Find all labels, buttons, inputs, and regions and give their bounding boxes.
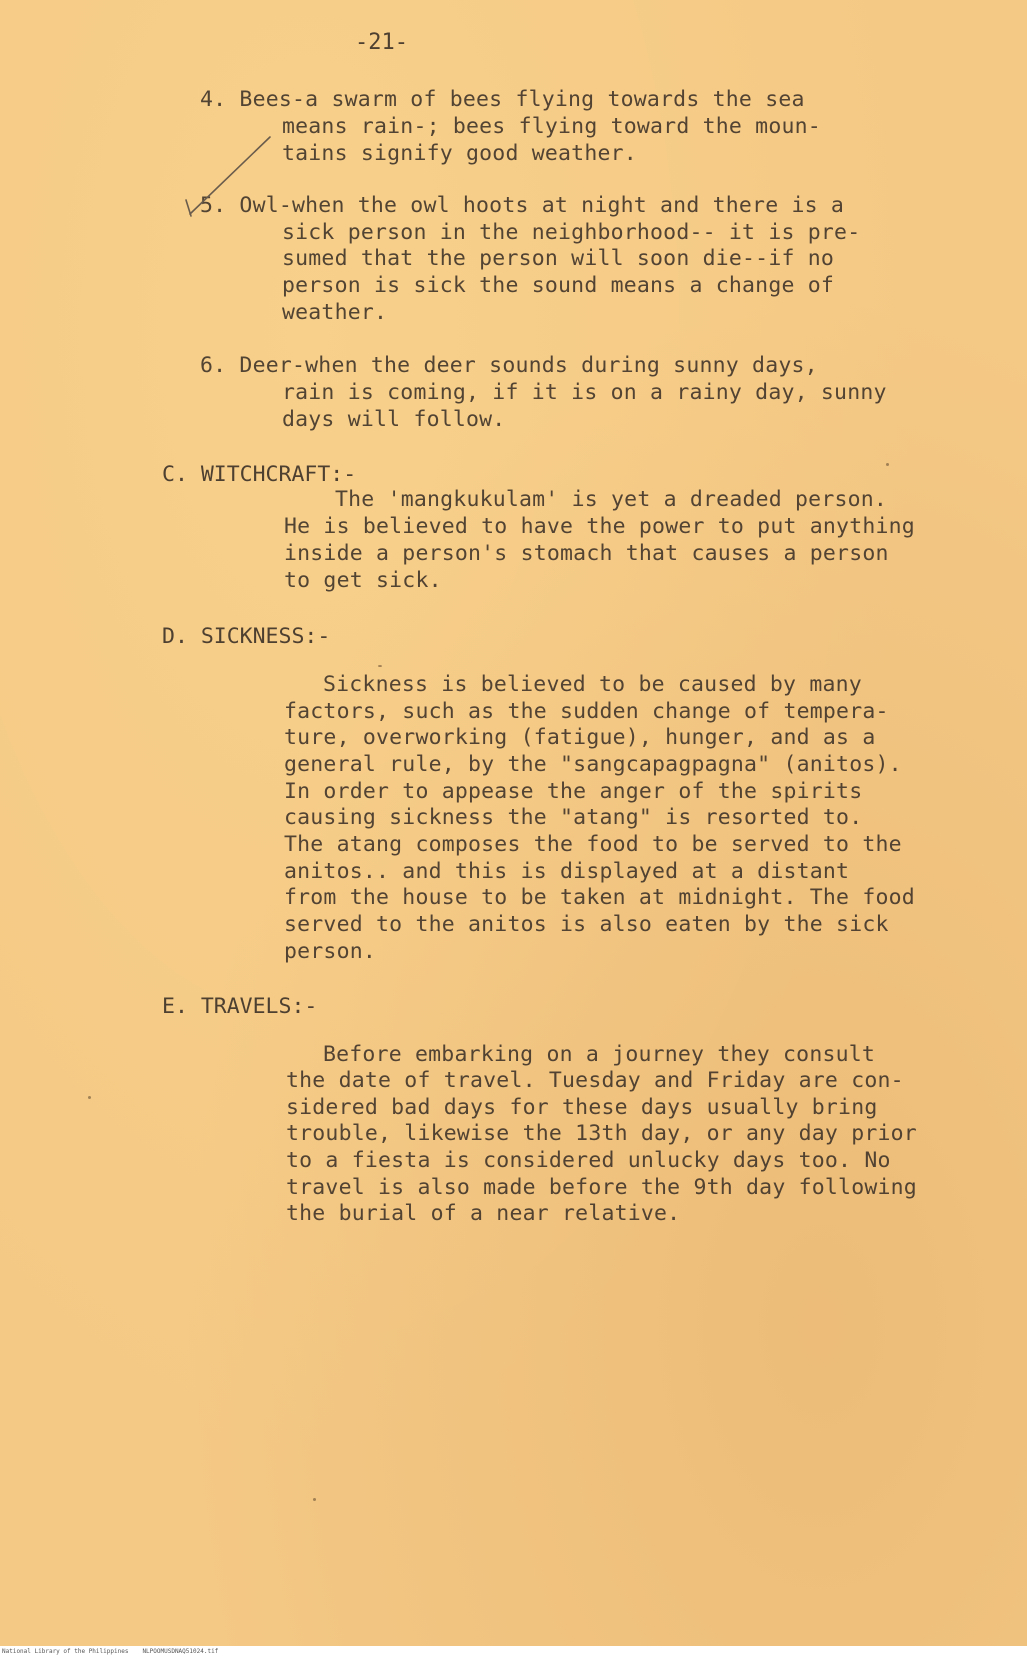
page-number: -21- bbox=[355, 30, 408, 55]
text-line: anitos.. and this is displayed at a distant bbox=[284, 859, 850, 884]
text-line: tains signify good weather. bbox=[282, 141, 637, 166]
text-line: weather. bbox=[282, 300, 388, 325]
text-line: to get sick. bbox=[284, 568, 442, 593]
text-line: served to the anitos is also eaten by the sick bbox=[284, 912, 889, 937]
text-line: sidered bad days for these days usually bring bbox=[286, 1095, 878, 1120]
text-line: 4. Bees-a swarm of bees flying towards the sea bbox=[200, 87, 805, 112]
text-line: In order to appease the anger of the spirits bbox=[284, 779, 863, 804]
text-line: means rain-; bees flying toward the moun- bbox=[282, 114, 821, 139]
section-heading: D. SICKNESS:- bbox=[162, 624, 331, 649]
text-line: trouble, likewise the 13th day, or any day prior bbox=[286, 1121, 917, 1146]
text-line: to a fiesta is considered unlucky days too. No bbox=[286, 1148, 891, 1173]
text-line: factors, such as the sudden change of tempera- bbox=[284, 699, 889, 724]
scan-footer bbox=[0, 1646, 1027, 1658]
text-line: He is believed to have the power to put anything bbox=[284, 514, 915, 539]
text-line: days will follow. bbox=[282, 407, 506, 432]
text-line: The 'mangkukulam' is yet a dreaded person. bbox=[335, 487, 888, 512]
text-line: sumed that the person will soon die--if no bbox=[282, 246, 835, 271]
text-line: general rule, by the "sangcapagpagna" (anitos). bbox=[284, 752, 902, 777]
section-heading: C. WITCHCRAFT:- bbox=[162, 462, 357, 487]
footer-library: National Library of the Philippines bbox=[2, 1648, 129, 1655]
text-line: 6. Deer-when the deer sounds during sunny days, bbox=[200, 353, 818, 378]
text-line: rain is coming, if it is on a rainy day, sunny bbox=[282, 380, 887, 405]
text-line: the date of travel. Tuesday and Friday are con- bbox=[286, 1068, 904, 1093]
section-heading: E. TRAVELS:- bbox=[162, 994, 318, 1019]
text-line: causing sickness the "atang" is resorted to. bbox=[284, 805, 863, 830]
footer-code: NLPOOMUSDNAQ51024.tif bbox=[142, 1648, 219, 1655]
text-line: travel is also made before the 9th day following bbox=[286, 1175, 917, 1200]
text-line: person is sick the sound means a change of bbox=[282, 273, 835, 298]
text-line: Before embarking on a journey they consult bbox=[323, 1042, 876, 1067]
text-line: 5. Owl-when the owl hoots at night and there is a bbox=[200, 193, 845, 218]
paper-speck bbox=[886, 463, 889, 466]
text-line: from the house to be taken at midnight. The food bbox=[284, 885, 915, 910]
text-line: sick person in the neighborhood-- it is pre- bbox=[282, 220, 861, 245]
text-line: person. bbox=[284, 939, 377, 964]
text-line: ture, overworking (fatigue), hunger, and as a bbox=[284, 725, 876, 750]
text-line: inside a person's stomach that causes a person bbox=[284, 541, 889, 566]
paper-speck bbox=[378, 665, 382, 667]
paper-speck bbox=[313, 1498, 316, 1501]
paper-speck bbox=[88, 1096, 91, 1099]
text-line: the burial of a near relative. bbox=[286, 1201, 681, 1226]
text-line: The atang composes the food to be served to the bbox=[284, 832, 902, 857]
text-line: Sickness is believed to be caused by many bbox=[323, 672, 862, 697]
